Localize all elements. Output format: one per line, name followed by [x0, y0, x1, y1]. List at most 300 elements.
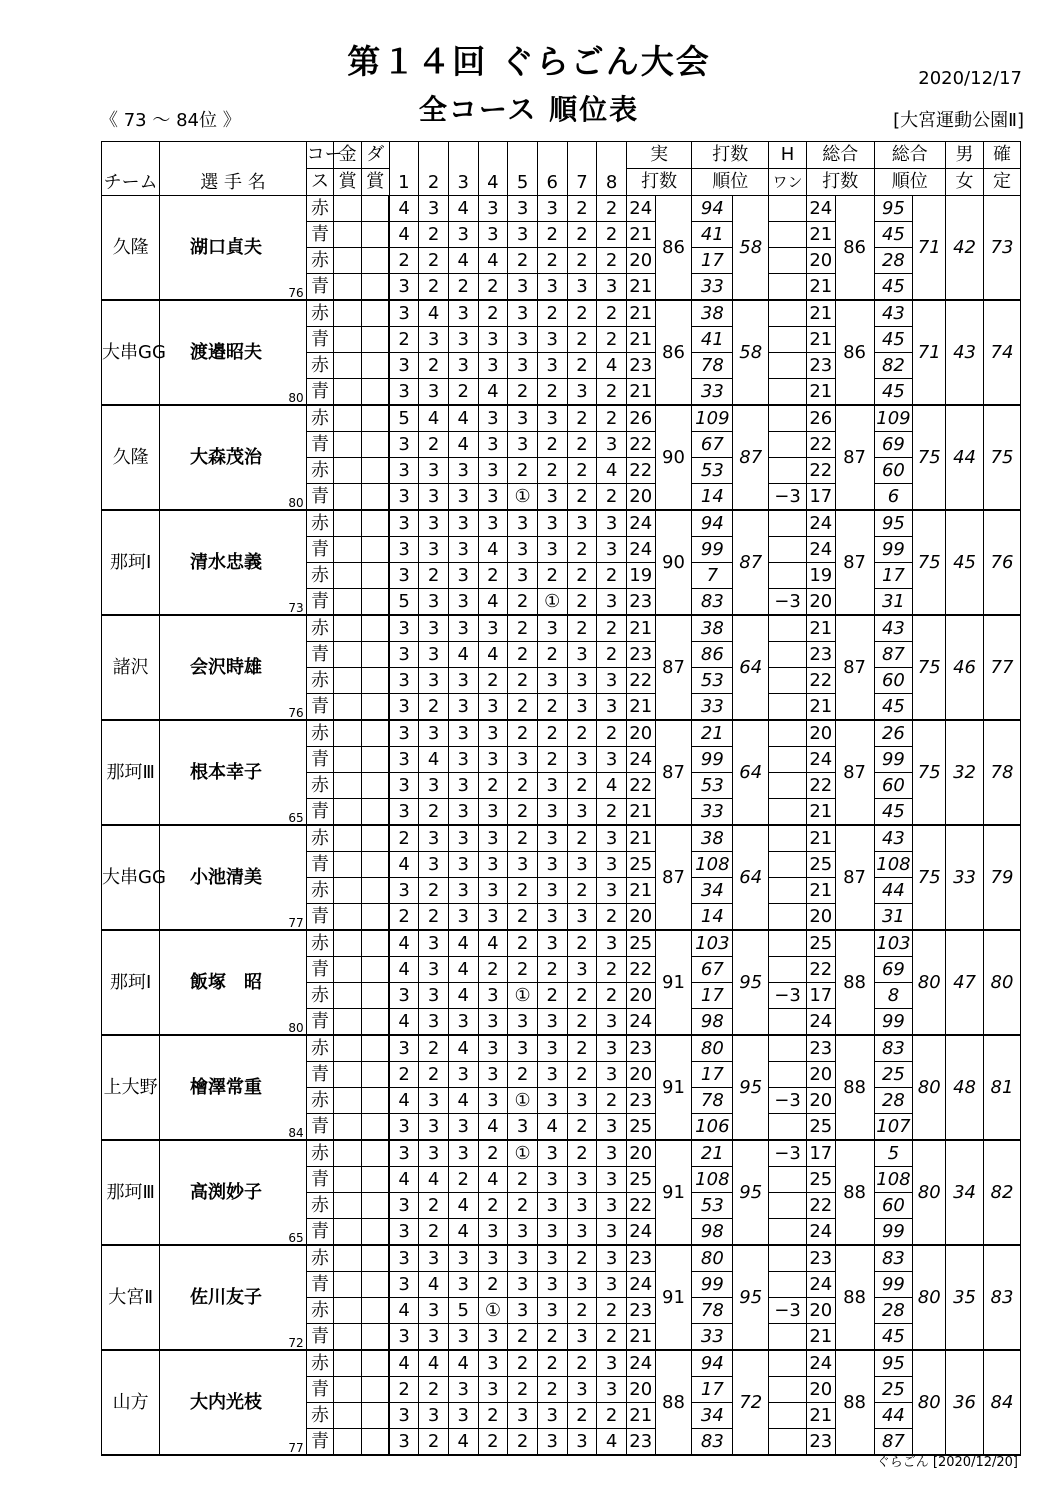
hole-score: 3 — [478, 1245, 508, 1272]
hole-score: 3 — [448, 1403, 478, 1429]
hole-score: 2 — [419, 1429, 449, 1456]
player-name-cell — [160, 1245, 306, 1350]
da-prize-cell — [361, 1298, 389, 1324]
course-sum: 23 — [626, 589, 655, 616]
adjusted-rank: 60 — [874, 1193, 913, 1219]
actual-strokes: 91 — [655, 930, 692, 1035]
total-rank-cell: 80 — [913, 1245, 946, 1350]
da-prize-cell — [361, 379, 389, 406]
gold-prize-cell — [334, 1193, 362, 1219]
hole-score: 4 — [597, 458, 627, 484]
hole-score: 3 — [448, 589, 478, 616]
print-date: 2020/12/17 — [918, 68, 1022, 89]
da-prize-cell — [361, 510, 389, 537]
hole-score: 3 — [597, 274, 627, 301]
course-rank: 33 — [692, 799, 733, 826]
course-rank: 38 — [692, 615, 733, 642]
course-sum: 20 — [626, 1140, 655, 1167]
hole-score: 4 — [389, 222, 419, 248]
course-sum: 22 — [626, 957, 655, 983]
hole-score: 3 — [478, 432, 508, 458]
final-cell: 83 — [983, 1245, 1020, 1350]
col-hole-5: 5 — [508, 142, 538, 196]
hole-score: 4 — [389, 852, 419, 878]
adjusted-rank: 60 — [874, 458, 913, 484]
adjusted-sum: 24 — [806, 537, 835, 563]
adjusted-rank: 99 — [874, 537, 913, 563]
course-rank: 34 — [692, 878, 733, 904]
gold-prize-cell — [334, 1429, 362, 1456]
adjusted-rank: 8 — [874, 983, 913, 1009]
course-cell: 青 — [306, 589, 334, 616]
course-sum: 24 — [626, 510, 655, 537]
course-sum: 24 — [626, 1219, 655, 1246]
actual-strokes: 90 — [655, 510, 692, 615]
total-strokes: 88 — [835, 1035, 874, 1140]
venue-label: [大宮運動公園Ⅱ] — [893, 110, 1024, 131]
da-prize-cell — [361, 1324, 389, 1351]
hole-in-one-adj: −3 — [769, 1140, 807, 1167]
hole-score: 2 — [597, 799, 627, 826]
hole-score: 2 — [537, 300, 567, 327]
total-rank-cell: 75 — [913, 720, 946, 825]
player-name: 小池清美 — [190, 866, 262, 888]
hole-score: 4 — [389, 957, 419, 983]
hole-score: 3 — [597, 589, 627, 616]
hole-score: 3 — [478, 458, 508, 484]
course-cell: 青 — [306, 274, 334, 301]
course-cell: 赤 — [306, 1193, 334, 1219]
hole-score: 3 — [478, 904, 508, 931]
course-rank: 34 — [692, 1403, 733, 1429]
da-prize-cell — [361, 1140, 389, 1167]
course-cell: 青 — [306, 1429, 334, 1456]
player-age: 76 — [288, 286, 304, 300]
course-cell: 赤 — [306, 1035, 334, 1062]
team-cell: 那珂Ⅲ — [102, 720, 160, 825]
player-age: 65 — [288, 1231, 304, 1245]
hole-score: 3 — [419, 852, 449, 878]
hole-score: 3 — [537, 274, 567, 301]
hole-score: 5 — [448, 1298, 478, 1324]
hole-score: 2 — [419, 799, 449, 826]
total-strokes: 88 — [835, 1245, 874, 1350]
hole-score: 2 — [419, 1035, 449, 1062]
rank-range: 《 73 ～ 84位 》 — [100, 110, 241, 131]
course-cell: 青 — [306, 432, 334, 458]
adjusted-sum: 25 — [806, 1114, 835, 1141]
hole-score: 3 — [478, 825, 508, 852]
hole-score: 2 — [508, 668, 538, 694]
hole-score: 2 — [508, 1062, 538, 1088]
course-cell: 青 — [306, 1009, 334, 1036]
final-cell: 73 — [983, 196, 1020, 301]
total-rank-cell: 75 — [913, 825, 946, 930]
hole-score: 3 — [389, 432, 419, 458]
final-cell: 84 — [983, 1350, 1020, 1455]
hole-score: 4 — [597, 773, 627, 799]
hole-score: 2 — [597, 642, 627, 668]
hole-score: 2 — [567, 1062, 597, 1088]
hole-score: 3 — [508, 300, 538, 327]
course-cell: 青 — [306, 747, 334, 773]
adjusted-sum: 20 — [806, 1062, 835, 1088]
mf-cell: 35 — [946, 1245, 984, 1350]
course-sum: 21 — [626, 1324, 655, 1351]
hole-score: 2 — [567, 300, 597, 327]
course-rank: 21 — [692, 720, 733, 747]
team-cell: 那珂Ⅰ — [102, 930, 160, 1035]
hole-score: 3 — [448, 1377, 478, 1403]
course-cell: 赤 — [306, 668, 334, 694]
course-sum: 22 — [626, 668, 655, 694]
hole-score: 4 — [478, 248, 508, 274]
hole-in-one-adj — [769, 1245, 807, 1272]
hole-score: 4 — [389, 1298, 419, 1324]
hole-score: 3 — [537, 1167, 567, 1193]
hole-score: 3 — [419, 379, 449, 406]
hole-score: 3 — [567, 1272, 597, 1298]
hole-score: 3 — [448, 904, 478, 931]
hole-score: 3 — [389, 300, 419, 327]
da-prize-cell — [361, 300, 389, 327]
hole-score: 3 — [389, 1114, 419, 1141]
col-total-top: 総合 — [806, 142, 874, 169]
hole-score: 3 — [508, 537, 538, 563]
hole-score: 3 — [448, 1245, 478, 1272]
adjusted-rank: 60 — [874, 773, 913, 799]
hole-score: 2 — [567, 720, 597, 747]
hole-in-one-adj: −3 — [769, 983, 807, 1009]
adjusted-sum: 20 — [806, 589, 835, 616]
player-name-cell — [160, 930, 306, 1035]
adjusted-sum: 21 — [806, 327, 835, 353]
hole-score: 2 — [508, 1429, 538, 1456]
course-rank: 17 — [692, 1062, 733, 1088]
hole-score: 3 — [478, 799, 508, 826]
hole-score: 2 — [537, 458, 567, 484]
da-prize-cell — [361, 432, 389, 458]
da-prize-cell — [361, 852, 389, 878]
adjusted-rank: 28 — [874, 1088, 913, 1114]
hole-score: 2 — [567, 878, 597, 904]
adjusted-sum: 24 — [806, 1350, 835, 1377]
hole-score: 2 — [478, 274, 508, 301]
hole-score: 3 — [419, 484, 449, 511]
actual-strokes: 87 — [655, 720, 692, 825]
course-cell: 赤 — [306, 248, 334, 274]
player-age: 80 — [288, 391, 304, 405]
hole-score: 2 — [448, 274, 478, 301]
adjusted-rank: 108 — [874, 1167, 913, 1193]
hole-in-one-adj: −3 — [769, 1298, 807, 1324]
hole-score: 3 — [597, 694, 627, 721]
hole-score: 2 — [508, 615, 538, 642]
hole-score: 2 — [508, 589, 538, 616]
actual-strokes: 88 — [655, 1350, 692, 1455]
hole-score: 2 — [567, 196, 597, 222]
course-sum: 25 — [626, 852, 655, 878]
hole-score: 3 — [389, 1035, 419, 1062]
course-rank: 67 — [692, 432, 733, 458]
hole-score: 3 — [389, 484, 419, 511]
hole-score: 3 — [508, 196, 538, 222]
hole-score: 2 — [597, 484, 627, 511]
hole-in-one-adj — [769, 510, 807, 537]
player-name: 大森茂治 — [190, 446, 262, 468]
table-row — [102, 1035, 1021, 1062]
hole-score: 3 — [567, 510, 597, 537]
total-strokes: 87 — [835, 405, 874, 510]
adjusted-rank: 45 — [874, 694, 913, 721]
player-age: 84 — [288, 1126, 304, 1140]
course-cell: 青 — [306, 484, 334, 511]
col-total-bot: 打数 — [806, 169, 874, 196]
hole-score: 2 — [597, 405, 627, 432]
course-sum: 24 — [626, 747, 655, 773]
course-sum: 20 — [626, 720, 655, 747]
mf-cell: 45 — [946, 510, 984, 615]
hole-score: 2 — [537, 957, 567, 983]
adjusted-sum: 23 — [806, 353, 835, 379]
hole-score: 4 — [419, 300, 449, 327]
gold-prize-cell — [334, 274, 362, 301]
hole-score: 4 — [478, 537, 508, 563]
hole-score: 3 — [448, 694, 478, 721]
col-team: チーム — [102, 142, 160, 196]
hole-score: 2 — [389, 1377, 419, 1403]
course-cell: 赤 — [306, 773, 334, 799]
player-name-cell — [160, 1140, 306, 1245]
mf-cell: 36 — [946, 1350, 984, 1455]
hole-score: 2 — [567, 537, 597, 563]
hole-in-one-adj — [769, 1035, 807, 1062]
hole-score: 3 — [419, 1324, 449, 1351]
hole-score: 4 — [389, 1088, 419, 1114]
hole-score: 3 — [537, 196, 567, 222]
course-rank: 103 — [692, 930, 733, 957]
course-rank: 33 — [692, 1324, 733, 1351]
hole-score: 3 — [597, 1140, 627, 1167]
table-row — [102, 510, 1021, 537]
adjusted-sum: 22 — [806, 458, 835, 484]
hole-score: 3 — [448, 747, 478, 773]
course-rank: 78 — [692, 1298, 733, 1324]
course-cell: 赤 — [306, 930, 334, 957]
course-rank: 33 — [692, 694, 733, 721]
hole-score: 3 — [537, 327, 567, 353]
hole-score: 3 — [448, 353, 478, 379]
hole-score: 2 — [567, 248, 597, 274]
hole-score: 3 — [389, 694, 419, 721]
player-name: 佐川友子 — [190, 1286, 262, 1308]
final-cell: 81 — [983, 1035, 1020, 1140]
adjusted-sum: 21 — [806, 615, 835, 642]
hole-score: 2 — [597, 1324, 627, 1351]
hole-score: 2 — [419, 353, 449, 379]
hole-score: 3 — [567, 1088, 597, 1114]
course-cell: 青 — [306, 1114, 334, 1141]
course-sum: 22 — [626, 432, 655, 458]
hole-in-one-adj — [769, 773, 807, 799]
hole-score: 3 — [419, 458, 449, 484]
adjusted-rank: 108 — [874, 852, 913, 878]
hole-score: 2 — [537, 720, 567, 747]
gold-prize-cell — [334, 327, 362, 353]
hole-score: 3 — [508, 327, 538, 353]
course-cell: 赤 — [306, 615, 334, 642]
hole-score: 2 — [597, 196, 627, 222]
gold-prize-cell — [334, 1035, 362, 1062]
hole-score: 3 — [537, 930, 567, 957]
hole-score: 3 — [419, 1403, 449, 1429]
col-course-bot: ス — [306, 169, 334, 196]
hole-in-one-adj — [769, 642, 807, 668]
hole-score: 3 — [478, 327, 508, 353]
adjusted-sum: 22 — [806, 773, 835, 799]
table-row — [102, 825, 1021, 852]
hole-score: 3 — [389, 1245, 419, 1272]
col-hole-1: 1 — [389, 142, 419, 196]
course-rank: 108 — [692, 1167, 733, 1193]
total-strokes: 87 — [835, 615, 874, 720]
hole-score: 2 — [508, 878, 538, 904]
hole-score: 2 — [419, 274, 449, 301]
course-sum: 20 — [626, 983, 655, 1009]
mf-cell: 32 — [946, 720, 984, 825]
hole-score: 2 — [478, 1272, 508, 1298]
adjusted-rank: 45 — [874, 1324, 913, 1351]
hole-score: 3 — [508, 1035, 538, 1062]
hole-score: 3 — [478, 405, 508, 432]
page-subtitle: 全コース 順位表 — [418, 93, 640, 126]
hole-score: 3 — [597, 510, 627, 537]
da-prize-cell — [361, 484, 389, 511]
page-title: 第１４回 ぐらごん大会 — [347, 42, 711, 81]
adjusted-rank: 82 — [874, 353, 913, 379]
course-cell: 青 — [306, 904, 334, 931]
hole-score: 2 — [508, 930, 538, 957]
hole-score: 3 — [567, 904, 597, 931]
hole-score: 2 — [419, 878, 449, 904]
course-cell: 赤 — [306, 563, 334, 589]
hole-score: 4 — [448, 405, 478, 432]
hole-score: 3 — [508, 1298, 538, 1324]
course-sum: 24 — [626, 1272, 655, 1298]
gold-prize-cell — [334, 458, 362, 484]
gold-prize-cell — [334, 1377, 362, 1403]
hole-score: 2 — [478, 300, 508, 327]
course-rank: 17 — [692, 1377, 733, 1403]
hole-score: 3 — [419, 510, 449, 537]
hole-score: 2 — [567, 1245, 597, 1272]
hole-score: 3 — [537, 668, 567, 694]
strokes-rank: 64 — [733, 615, 769, 720]
strokes-rank: 58 — [733, 196, 769, 301]
hole-score: 2 — [537, 248, 567, 274]
da-prize-cell — [361, 1219, 389, 1246]
hole-score: 3 — [567, 747, 597, 773]
gold-prize-cell — [334, 1272, 362, 1298]
col-actual-top: 実 — [626, 142, 691, 169]
hole-score: 3 — [448, 300, 478, 327]
hole-in-one-adj — [769, 1272, 807, 1298]
hole-in-one-adj: −3 — [769, 1088, 807, 1114]
hole-score: 2 — [508, 957, 538, 983]
hole-score: 3 — [508, 1009, 538, 1036]
total-strokes: 87 — [835, 510, 874, 615]
table-row — [102, 405, 1021, 432]
hole-score: 3 — [448, 878, 478, 904]
course-cell: 赤 — [306, 1245, 334, 1272]
hole-score: 2 — [537, 222, 567, 248]
da-prize-cell — [361, 799, 389, 826]
hole-score: 2 — [567, 458, 597, 484]
hole-score: 3 — [389, 1429, 419, 1456]
hole-score: 3 — [597, 668, 627, 694]
hole-score: 2 — [508, 773, 538, 799]
total-strokes: 87 — [835, 720, 874, 825]
table-row — [102, 1245, 1021, 1272]
gold-prize-cell — [334, 1088, 362, 1114]
final-cell: 75 — [983, 405, 1020, 510]
course-sum: 21 — [626, 878, 655, 904]
gold-prize-cell — [334, 773, 362, 799]
course-cell: 赤 — [306, 1403, 334, 1429]
hole-score: 4 — [597, 1429, 627, 1456]
hole-score: 3 — [537, 1140, 567, 1167]
da-prize-cell — [361, 1167, 389, 1193]
hole-score: 2 — [597, 1298, 627, 1324]
hole-score: 3 — [478, 196, 508, 222]
hole-in-one-adj — [769, 615, 807, 642]
adjusted-rank: 45 — [874, 379, 913, 406]
hole-score: 3 — [478, 878, 508, 904]
adjusted-rank: 95 — [874, 1350, 913, 1377]
adjusted-rank: 31 — [874, 904, 913, 931]
hole-score: 3 — [389, 878, 419, 904]
ranking-table — [101, 141, 1021, 1456]
course-sum: 24 — [626, 1009, 655, 1036]
col-final-top: 確 — [983, 142, 1020, 169]
hole-score: 3 — [537, 904, 567, 931]
col-hole-3: 3 — [448, 142, 478, 196]
course-cell: 青 — [306, 852, 334, 878]
hole-score: 3 — [389, 642, 419, 668]
hole-score: 3 — [567, 379, 597, 406]
course-rank: 38 — [692, 825, 733, 852]
hole-score: 2 — [537, 747, 567, 773]
hole-score: 3 — [597, 1114, 627, 1141]
player-age: 76 — [288, 706, 304, 720]
total-rank-cell: 80 — [913, 1035, 946, 1140]
da-prize-cell — [361, 957, 389, 983]
hole-in-one-adj — [769, 196, 807, 222]
strokes-rank: 87 — [733, 510, 769, 615]
total-rank-cell: 71 — [913, 300, 946, 405]
course-cell: 青 — [306, 694, 334, 721]
course-sum: 23 — [626, 1298, 655, 1324]
hole-in-one-adj — [769, 1114, 807, 1141]
hole-score: 2 — [419, 222, 449, 248]
course-sum: 23 — [626, 1035, 655, 1062]
adjusted-sum: 23 — [806, 1245, 835, 1272]
hole-score: 3 — [537, 825, 567, 852]
hole-score: 3 — [478, 1035, 508, 1062]
hole-score: 4 — [448, 1193, 478, 1219]
hole-score: 3 — [389, 747, 419, 773]
course-rank: 98 — [692, 1009, 733, 1036]
